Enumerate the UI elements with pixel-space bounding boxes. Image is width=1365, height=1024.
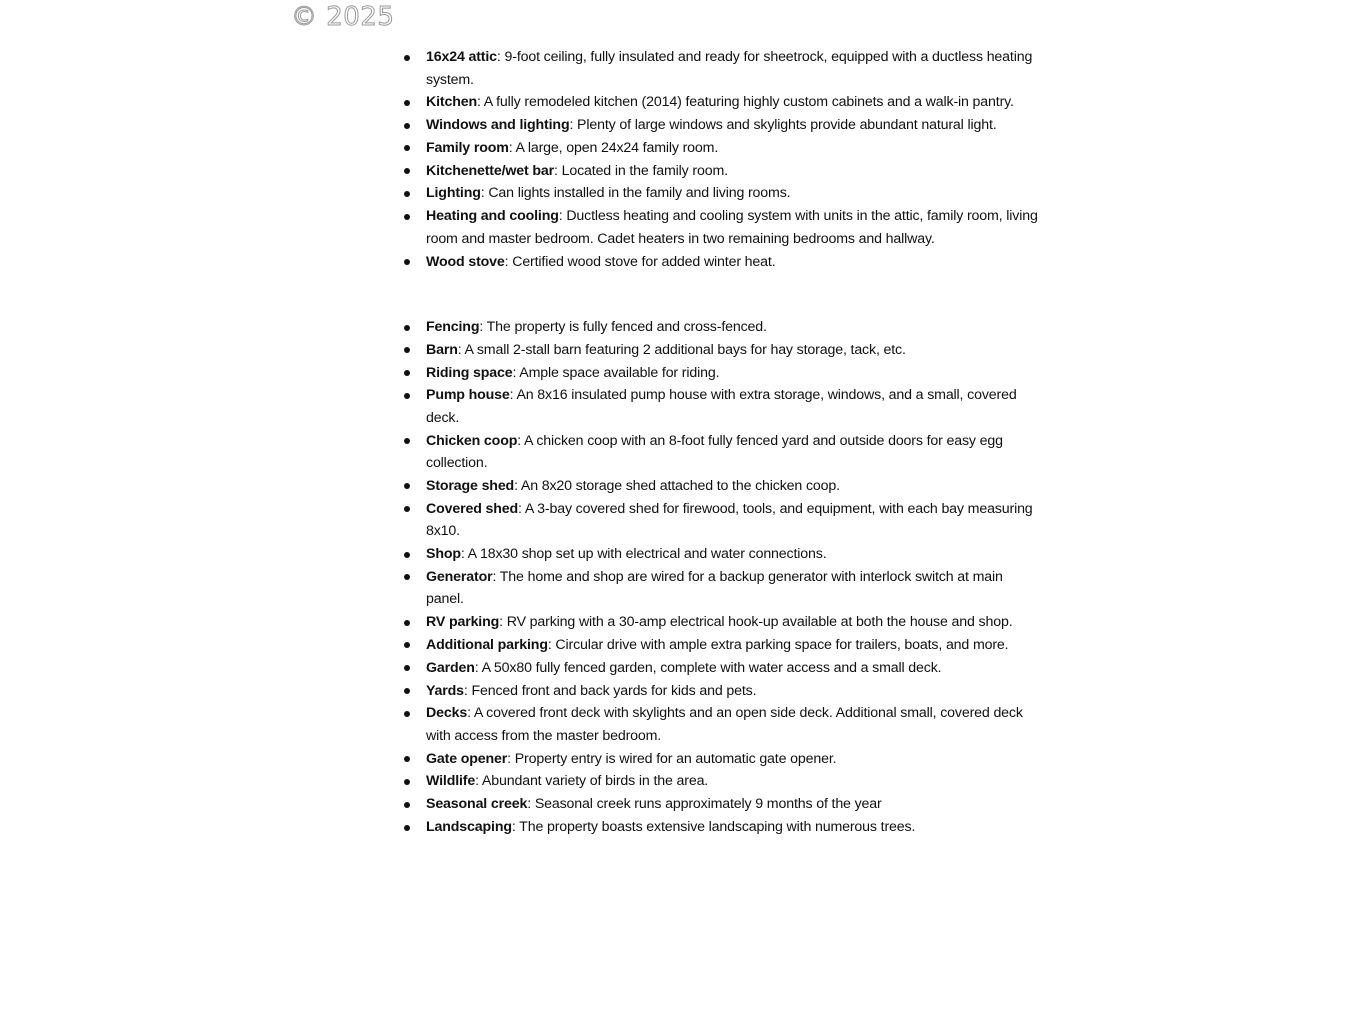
property-features-list: [404, 316, 1044, 839]
feature-label: Decks: [426, 705, 468, 722]
property-feature-item: [404, 680, 1044, 703]
feature-description: : A fully remodeled kitchen (2014) featuring highly custom cabinets and a walk-in pantry.: [476, 94, 1014, 111]
property-feature-item: [404, 634, 1044, 657]
home-feature-item: [404, 205, 1044, 250]
feature-label: Shop: [426, 546, 461, 563]
property-feature-item: [404, 611, 1044, 634]
feature-description: : A covered front deck with skylights and an open side deck. Additional small, covered deck with access from the master bedroom.: [426, 705, 1023, 744]
feature-label: Heating and cooling: [426, 208, 559, 225]
home-feature-item: [404, 251, 1044, 274]
home-feature-item: [404, 114, 1044, 137]
feature-description: : A small 2-stall barn featuring 2 additional bays for hay storage, tack, etc.: [457, 341, 906, 358]
feature-description: : Located in the family room.: [554, 162, 728, 179]
feature-description: : Plenty of large windows and skylights provide abundant natural light.: [569, 117, 997, 134]
feature-description: : Property entry is wired for an automatic gate opener.: [507, 750, 837, 767]
feature-label: Covered shed: [426, 500, 519, 517]
feature-description: : Circular drive with ample extra parking space for trailers, boats, and more.: [547, 636, 1009, 653]
feature-label: Lighting: [426, 185, 481, 202]
feature-label: Kitchenette/wet bar: [426, 162, 555, 179]
feature-description: : A 50x80 fully fenced garden, complete with water access and a small deck.: [474, 659, 942, 676]
property-feature-item: [404, 748, 1044, 771]
home-features-list: [404, 46, 1044, 273]
feature-description: : An 8x16 insulated pump house with extra storage, windows, and a small, covered deck.: [426, 387, 1017, 426]
property-feature-item: [404, 362, 1044, 385]
feature-description: : Abundant variety of birds in the area.: [475, 773, 709, 790]
feature-label: Storage shed: [426, 477, 515, 494]
feature-description: : The property is fully fenced and cross-fenced.: [479, 319, 767, 335]
feature-description: : A 18x30 shop set up with electrical and water connections.: [460, 546, 827, 563]
feature-label: Pump house: [426, 387, 510, 404]
feature-label: Garden: [426, 659, 475, 676]
copyright-watermark: © 2025: [291, 2, 395, 32]
feature-description: : A chicken coop with an 8-foot fully fenced yard and outside doors for easy egg collection.: [426, 432, 1003, 472]
property-feature-item: [404, 498, 1044, 543]
feature-label: Barn: [426, 341, 458, 358]
feature-label: RV parking: [426, 614, 500, 631]
feature-label: Wood stove: [426, 253, 505, 270]
property-feature-item: [404, 475, 1044, 498]
home-feature-item: [404, 182, 1044, 205]
feature-label: Family room: [426, 139, 509, 156]
home-feature-item: [404, 137, 1044, 160]
feature-label: Generator: [426, 568, 493, 585]
home-feature-item: [404, 160, 1044, 183]
feature-label: Kitchen: [426, 94, 477, 111]
property-feature-item: [404, 770, 1044, 793]
feature-label: Windows and lighting: [426, 117, 570, 134]
feature-label: Riding space: [426, 364, 513, 381]
property-feature-item: [404, 339, 1044, 362]
feature-label: Wildlife: [426, 773, 476, 790]
feature-description: : The home and shop are wired for a backup generator with interlock switch at main panel.: [426, 568, 1003, 608]
property-feature-item: [404, 816, 1044, 839]
feature-label: Additional parking: [426, 636, 548, 653]
property-feature-item: [404, 566, 1044, 611]
home-feature-item: [404, 91, 1044, 114]
feature-description: : Can lights installed in the family and living rooms.: [480, 185, 791, 202]
home-feature-item: [404, 46, 1044, 91]
feature-label: Gate opener: [426, 750, 508, 767]
feature-label: Yards: [426, 682, 464, 699]
feature-description: : Certified wood stove for added winter heat.: [504, 253, 776, 270]
feature-label: Chicken coop: [426, 432, 518, 449]
feature-description: : RV parking with a 30-amp electrical hook-up available at both the house and shop.: [499, 614, 1013, 631]
feature-description: : Ample space available for riding.: [512, 364, 720, 381]
feature-description: : A large, open 24x24 family room.: [508, 139, 719, 156]
property-feature-item: [404, 702, 1044, 747]
property-feature-item: [404, 543, 1044, 566]
feature-description: : A 3-bay covered shed for firewood, tools, and equipment, with each bay measuring 8x10.: [426, 500, 1033, 540]
property-feature-item: [404, 657, 1044, 680]
feature-description: : Ductless heating and cooling system with units in the attic, family room, living room and master bedroom. Cadet heaters in two remaining bedrooms and hallway.: [426, 208, 1038, 247]
feature-description: : Seasonal creek runs approximately 9 months of the year: [527, 796, 882, 813]
property-feature-item: [404, 430, 1044, 475]
feature-label: 16x24 attic: [426, 49, 497, 65]
feature-description: : 9-foot ceiling, fully insulated and ready for sheetrock, equipped with a ductless heating system.: [426, 49, 1033, 88]
feature-description: : Fenced front and back yards for kids and pets.: [463, 682, 757, 699]
property-feature-item: [404, 793, 1044, 816]
property-feature-item: [404, 316, 1044, 339]
property-feature-item: [404, 384, 1044, 429]
feature-description: : An 8x20 storage shed attached to the chicken coop.: [514, 477, 840, 494]
feature-description: : The property boasts extensive landscaping with numerous trees.: [511, 819, 916, 836]
feature-label: Fencing: [426, 319, 480, 335]
feature-label: Seasonal creek: [426, 796, 528, 813]
feature-label: Landscaping: [426, 819, 512, 836]
